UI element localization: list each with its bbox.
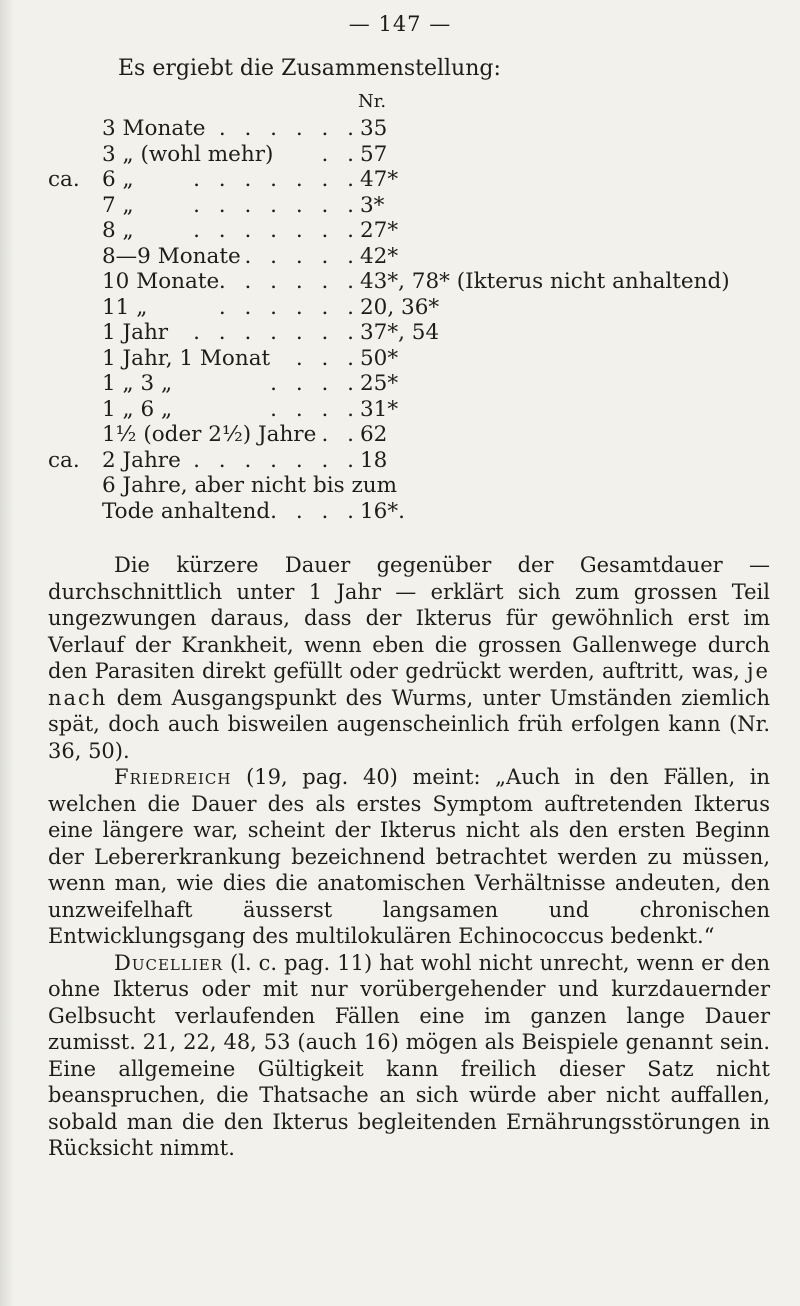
row-value: 20, 36* — [360, 294, 440, 320]
page-edge-shadow — [0, 0, 14, 1306]
row-value: 35 — [360, 116, 388, 141]
row-label: 1½ (oder 2½) Jahre — [102, 422, 317, 447]
table-row — [48, 167, 768, 193]
row-dots: . . . . — [270, 498, 360, 524]
row-label: Tode anhaltend — [102, 498, 271, 524]
paragraph — [48, 764, 770, 950]
table-row — [48, 499, 768, 525]
row-value: 47* — [360, 167, 399, 192]
table-row — [48, 116, 768, 142]
row-value: 3* — [360, 192, 385, 218]
row-dots: . . . . . . . — [193, 447, 360, 473]
row-value: 25* — [360, 371, 399, 396]
row-label: 10 Monate — [102, 269, 220, 294]
row-label: 6 Jahre, aber nicht bis zum — [102, 473, 398, 498]
table-row — [48, 142, 768, 168]
row-label: 3 Monate — [102, 116, 206, 141]
row-value: 16*. — [360, 498, 405, 524]
emphasis-text: je nach — [48, 659, 770, 710]
paragraph — [48, 552, 770, 764]
row-label: 8—9 Monate — [102, 243, 241, 269]
table-row — [48, 397, 768, 423]
paragraph — [48, 950, 770, 1162]
row-value: 27* — [360, 218, 399, 243]
table-row — [48, 320, 768, 346]
row-label: 1 Jahr — [102, 320, 169, 345]
row-value: 62 — [360, 422, 388, 447]
row-label: 7 „ — [102, 192, 134, 218]
row-dots: . . . . . . — [218, 269, 360, 294]
row-label: 1 Jahr, 1 Monat — [102, 345, 271, 371]
author-name: Ducellier — [114, 950, 223, 975]
table-row — [48, 473, 768, 499]
table-header-nr: Nr. — [358, 91, 387, 112]
row-dots: . . . — [295, 345, 360, 371]
paragraph-text: (19, pag. 40) meint: „Auch in den Fällen, in welchen die Dauer des als erstes Symptom auftretenden Ikterus eine längere war, scheint der Ikterus nicht als den ersten Beginn der Lebererkrankung bezeichnend betrachtet werden zu müssen, wenn man, wie dies die anatomischen Verhältnisse andeuten, den unzweifelhaft äusserst langsamen und chronischen Entwicklungsgang des multilokulären Echinococcus bedenkt.“ — [48, 765, 770, 948]
row-prefix: ca. — [48, 447, 80, 473]
row-value: 37*, 54 — [360, 320, 440, 345]
row-value: 50* — [360, 345, 399, 371]
row-label: 2 Jahre — [102, 447, 181, 473]
table-row — [48, 269, 768, 295]
row-dots: . . . . . . . — [193, 320, 360, 345]
row-dots: . . . . . . — [218, 294, 360, 320]
paragraph-text: (l. c. pag. 11) hat wohl nicht unrecht, wenn er den ohne Ikterus oder mit nur vorübergehender und kurzdauernder Gelbsucht verlaufenden Fällen eine im ganzen lange Dauer zumisst. 21, 22, 48, 53 (auch 16) mögen als Beispiele genannt sein. Eine allgemeine Gültigkeit kann freilich dieser Satz nicht beanspruchen, die Thatsache an sich würde aber nicht auffallen, sobald man die den Ikterus begleitenden Ernährungsstörungen in Rücksicht nimmt. — [48, 950, 770, 1160]
table-row — [48, 193, 768, 219]
paragraph-text: dem Ausgangspunkt des Wurms, unter Umständen ziemlich spät, doch auch bisweilen augenscheinlich früh erfolgen kann (Nr. 36, 50). — [48, 685, 770, 763]
row-label: 1 „ 6 „ — [102, 396, 173, 422]
intro-line: Es ergiebt die Zusammenstellung: — [118, 56, 501, 81]
row-label: 8 „ — [102, 218, 134, 243]
row-dots: . . — [321, 141, 360, 167]
row-dots: . . . . . . — [218, 116, 360, 141]
table-row — [48, 244, 768, 270]
table-row — [48, 448, 768, 474]
page-number: — 147 — — [348, 12, 452, 36]
table-row — [48, 422, 768, 448]
row-label: 1 „ 3 „ — [102, 371, 173, 396]
row-dots: . . . . . . . — [193, 218, 360, 243]
table-row — [48, 371, 768, 397]
row-dots: . . . . . . . — [193, 192, 360, 218]
paragraph-text: Die kürzere Dauer gegenüber der Gesamtdauer — durchschnittlich unter 1 Jahr — erklärt sich zum grossen Teil ungezwungen daraus, dass der Ikterus für gewöhnlich erst im Verlauf der Krankheit, wenn eben die grossen Gallenwege durch den Parasiten direkt gefüllt oder gedrückt werden, auftritt, was, — [48, 553, 770, 683]
duration-table — [48, 116, 768, 524]
row-value: 31* — [360, 396, 399, 422]
table-row — [48, 346, 768, 372]
row-value: 42* — [360, 243, 399, 269]
body-text — [48, 552, 770, 1162]
row-value: 43*, 78* (Ikterus nicht anhaltend) — [360, 269, 730, 294]
row-label: 6 „ — [102, 167, 134, 192]
row-dots: . . . . . — [244, 243, 360, 269]
row-dots: . . . . — [270, 396, 360, 422]
row-value: 57 — [360, 141, 388, 167]
row-label: 11 „ — [102, 294, 148, 320]
row-prefix: ca. — [48, 167, 80, 192]
table-row — [48, 295, 768, 321]
row-label: 3 „ (wohl mehr) — [102, 141, 274, 167]
row-dots: . . — [321, 422, 360, 447]
table-row — [48, 218, 768, 244]
author-name: Friedreich — [114, 765, 232, 789]
row-dots: . . . . . . . — [193, 167, 360, 192]
row-value: 18 — [360, 447, 388, 473]
row-dots: . . . . — [270, 371, 360, 396]
